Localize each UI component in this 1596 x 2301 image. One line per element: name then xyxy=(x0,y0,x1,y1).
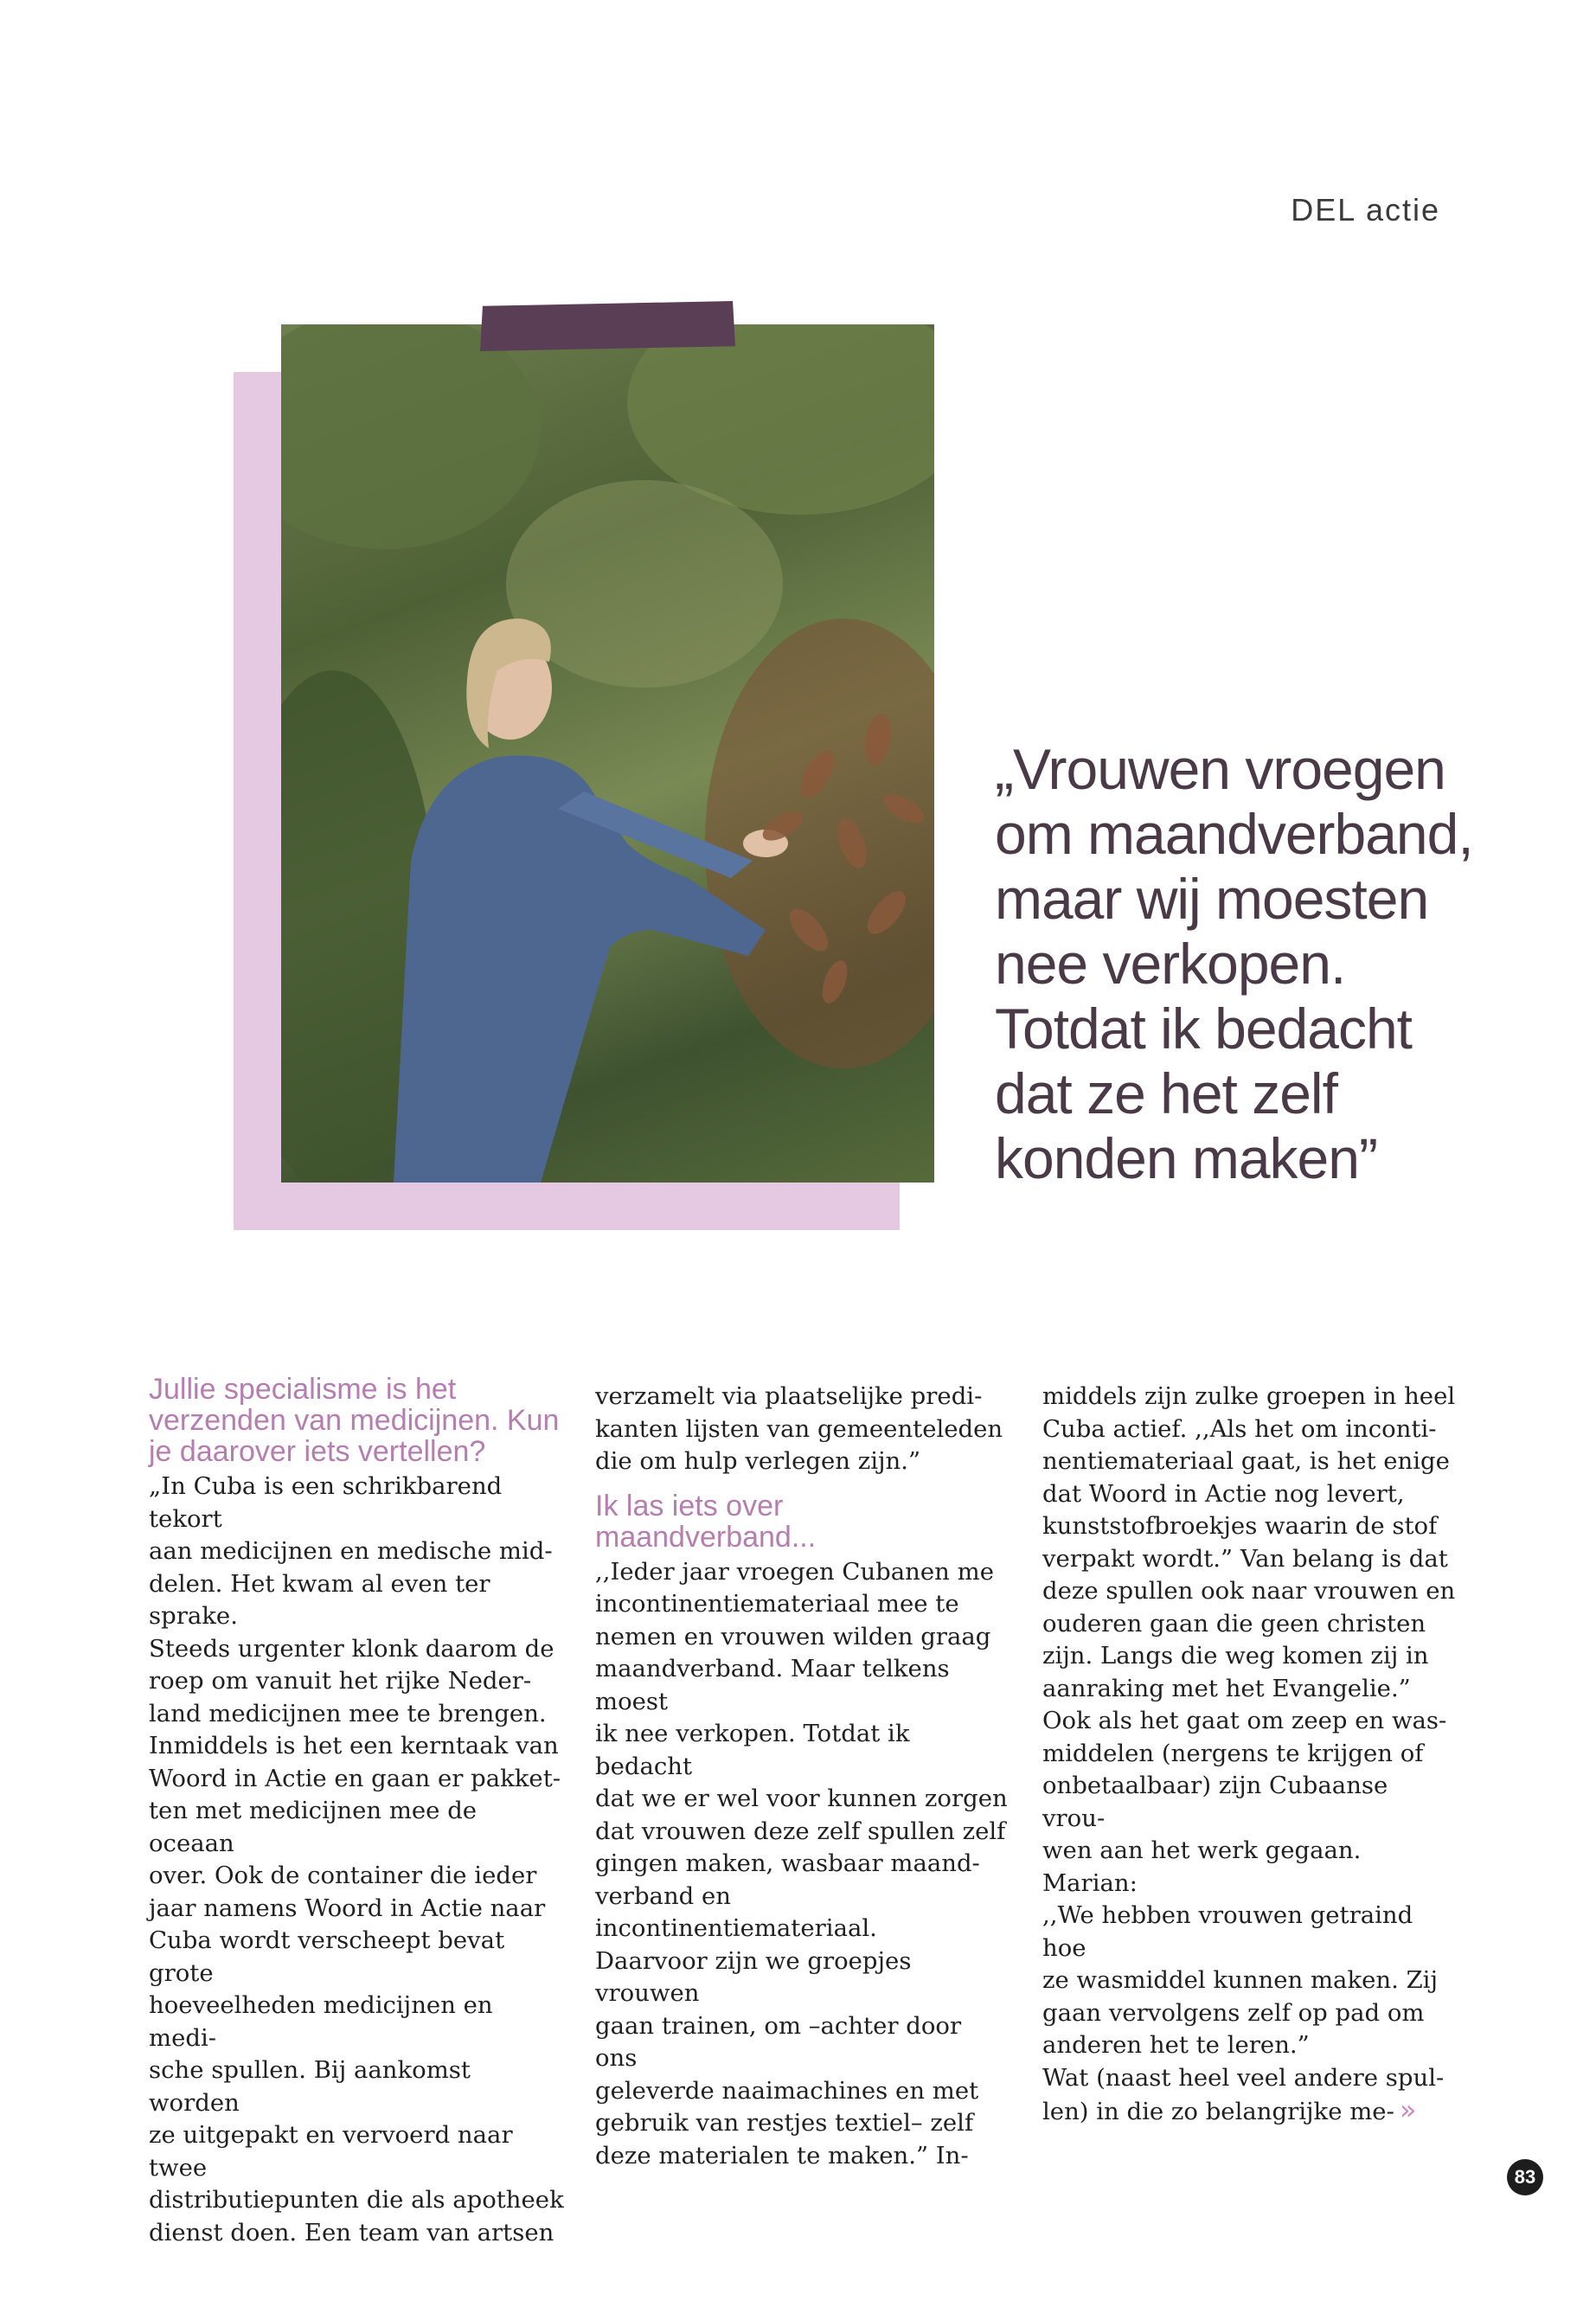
double-chevron-right-icon: » xyxy=(1399,2093,1417,2126)
pull-quote xyxy=(995,737,1479,1191)
section-label: DEL actie xyxy=(1291,192,1440,228)
article-column-3 xyxy=(1042,1381,1458,2129)
article-paragraph: ,,Ieder jaar vroegen Cubanen me incontinentiemateriaal mee te nemen en vrouwen wilden graag maandverband. Maar telkens moest ik nee verkopen. Totdat ik bedacht dat we er wel voor kunnen zorgen dat vrouwen deze zelf spullen zelf gingen maken, wasbaar maand- verband en incontinentiemateriaal. Daarvoor zijn we groepjes vrouwen gaan trainen, om –achter door ons geleverde naaimachines en met gebruik van restjes textiel– zelf deze materialen te maken.” In- xyxy=(595,1557,1008,2170)
article-paragraph: „In Cuba is een schrikbarend tekort aan medicijnen en medische mid- delen. Het kwam al even ter sprake. Steeds urgenter klonk daarom de roep om vanuit het rijke Neder- land medicijnen mee te brengen. Inmiddels is het een kerntaak van Woord in Actie en gaan er pakket- ten met medicijnen mee de oceaan over. Ook de container die ieder jaar namens Woord in Actie naar Cuba wordt verscheept bevat grote hoeveelheden medicijnen en medi- sche spullen. Bij aankomst worden ze uitgepakt en vervoerd naar twee distributiepunten die als apotheek dienst doen. Een team van artsen xyxy=(149,1472,564,2247)
article-last-line xyxy=(1042,2094,1458,2129)
pull-quote-line: nee verkopen. xyxy=(995,932,1346,996)
pull-quote-line: maar wij moesten xyxy=(995,867,1429,931)
pull-quote-line: dat ze het zelf xyxy=(995,1061,1337,1125)
woman-in-forest-photo xyxy=(281,324,934,1183)
pull-quote-line: om maandverband, xyxy=(995,802,1473,866)
pull-quote-line: Totdat ik bedacht xyxy=(995,997,1412,1061)
last-line-text: len) in die zo belangrijke me- xyxy=(1042,2098,1394,2125)
article-column-2 xyxy=(595,1381,1010,2172)
interview-question: Jullie specialisme is het verzenden van medicijnen. Kun je daarover iets vertellen? xyxy=(149,1373,560,1468)
interview-question: Ik las iets over maandverband... xyxy=(595,1489,817,1554)
decorative-tape xyxy=(480,301,735,351)
article-paragraph: middels zijn zulke groepen in heel Cuba actief. ,,Als het om inconti- nentiemateriaal gaat, is het enige dat Woord in Actie nog levert, kunststofbroekjes waarin de stof verpakt wordt.” Van belang is dat deze spullen ook naar vrouwen en ouderen gaan die geen christen zijn. Langs die weg komen zij in aanraking met het Evangelie.” Ook als het gaat om zeep en was- middelen (nergens te krijgen of onbetaalbaar) zijn Cubaanse vrou- wen aan het werk gegaan. Marian: ,,We hebben vrouwen getraind hoe ze wasmiddel kunnen maken. Zij gaan vervolgens zelf op pad om anderen het te leren.” Wat (naast heel veel andere spul- xyxy=(1042,1382,1456,2092)
article-column-1 xyxy=(149,1374,564,2249)
article-paragraph: verzamelt via plaatselijke predi- kanten lijsten van gemeenteleden die om hulp verlegen zijn.” xyxy=(595,1382,1003,1475)
page-number: 83 xyxy=(1507,2159,1543,2195)
pull-quote-line: „Vrouwen vroegen xyxy=(995,737,1445,801)
pull-quote-line: konden maken” xyxy=(995,1126,1377,1190)
